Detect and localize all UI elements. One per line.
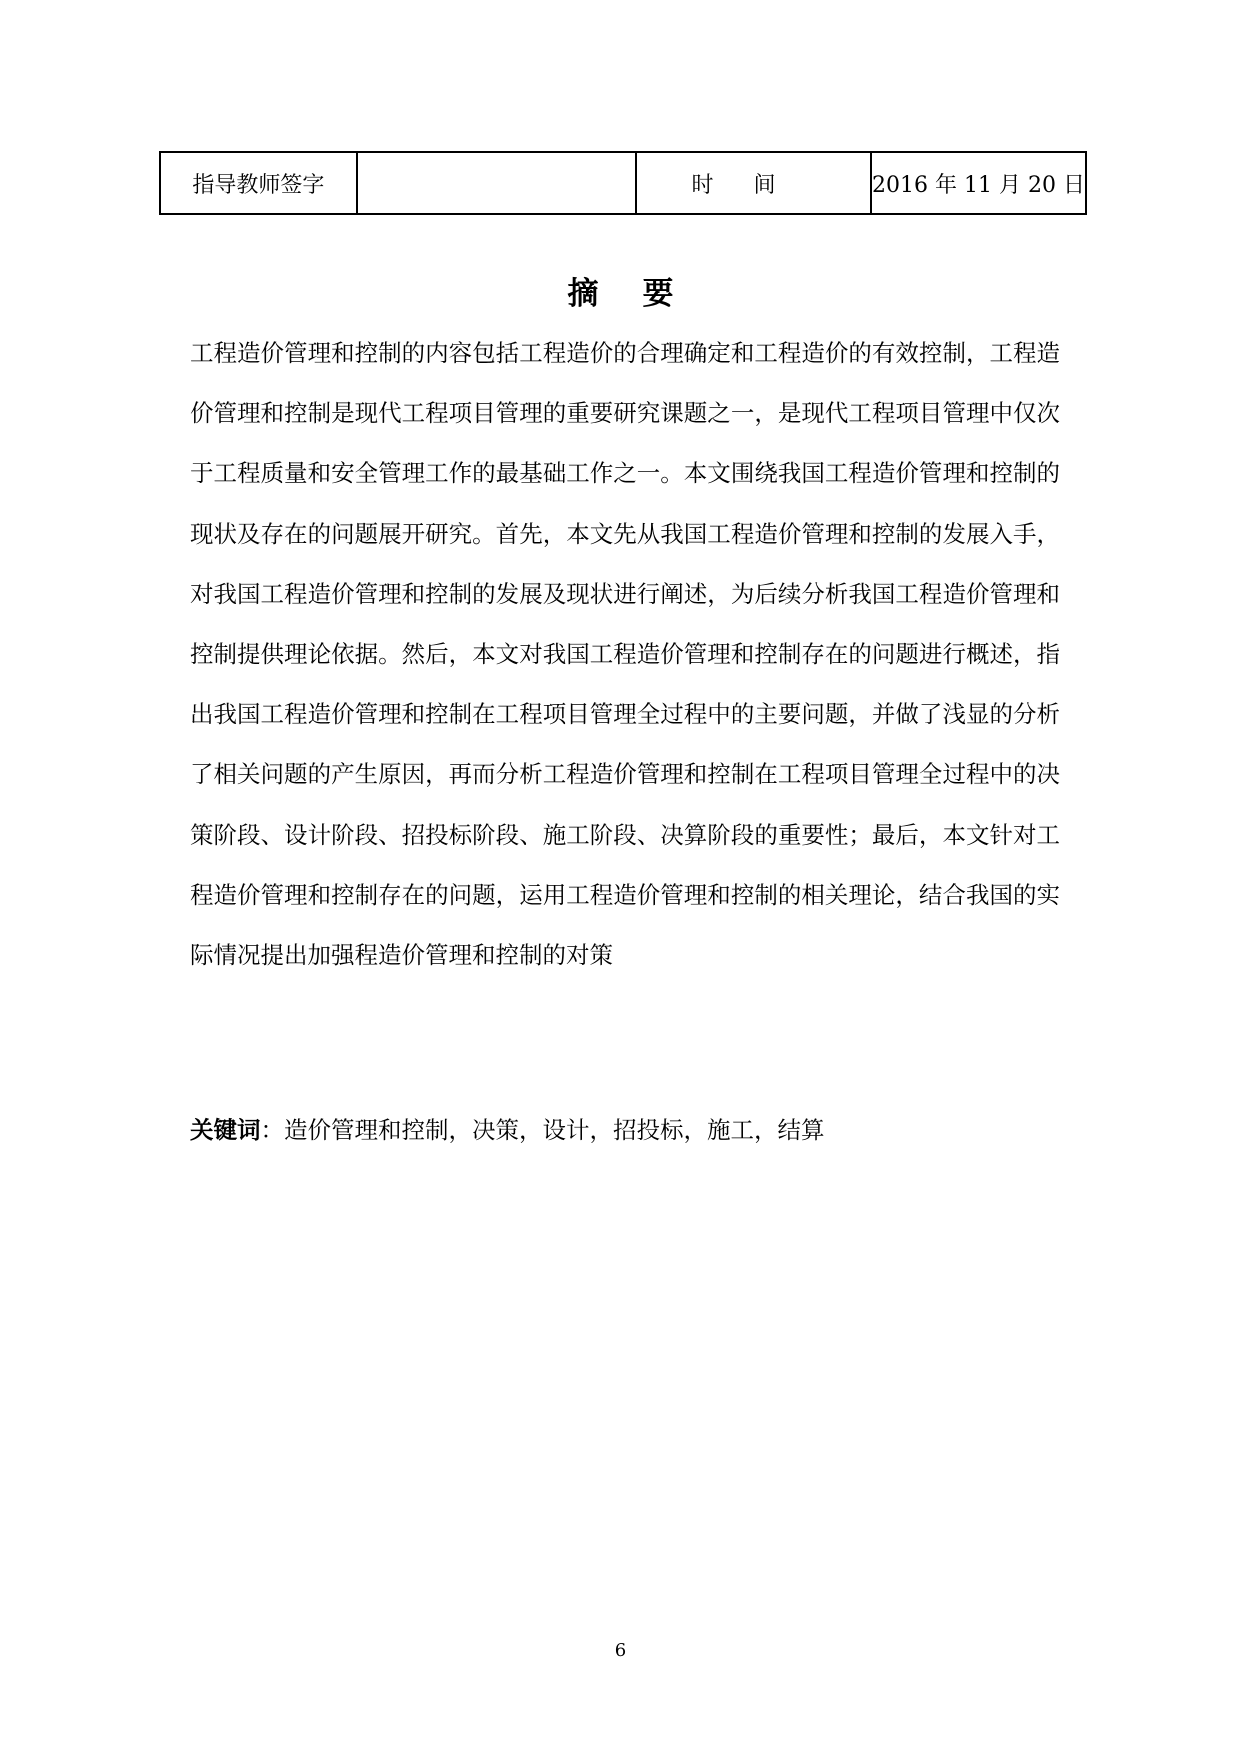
keywords-separator: ： [260,1116,284,1144]
advisor-signature-cell [357,152,636,214]
signature-row [160,152,1086,214]
abstract-body: 工程造价管理和控制的内容包括工程造价的合理确定和工程造价的有效控制，工程造价管理和控制是现代工程项目管理的重要研究课题之一，是现代工程项目管理中仅次于工程质量和安全管理工作的最基础工作之一。本文围绕我国工程造价管理和控制的现状及存在的问题展开研究。首先，本文先从我国工程造价管理和控制的发展入手，对我国工程造价管理和控制的发展及现状进行阐述，为后续分析我国工程造价管理和控制提供理论依据。然后，本文对我国工程造价管理和控制存在的问题进行概述，指出我国工程造价管理和控制在工程项目管理全过程中的主要问题，并做了浅显的分析了相关问题的产生原因，再而分析工程造价管理和控制在工程项目管理全过程中的决策阶段、设计阶段、招投标阶段、施工阶段、决算阶段的重要性；最后，本文针对工程造价管理和控制存在的问题，运用工程造价管理和控制的相关理论，结合我国的实际情况提出加强程造价管理和控制的对策 [190,339,1060,970]
signature-table [159,151,1087,215]
keywords-line [190,1110,825,1150]
time-label: 时间 [636,152,871,214]
keywords-list: 造价管理和控制，决策，设计，招投标，施工，结算 [284,1116,825,1144]
keywords-label: 关键词 [190,1116,261,1144]
page-number: 6 [614,1640,627,1661]
advisor-signature-label: 指导教师签字 [160,152,357,214]
date-value: 2016 年 11 月 20 日 [871,152,1086,214]
abstract-title: 摘要 [567,276,718,312]
